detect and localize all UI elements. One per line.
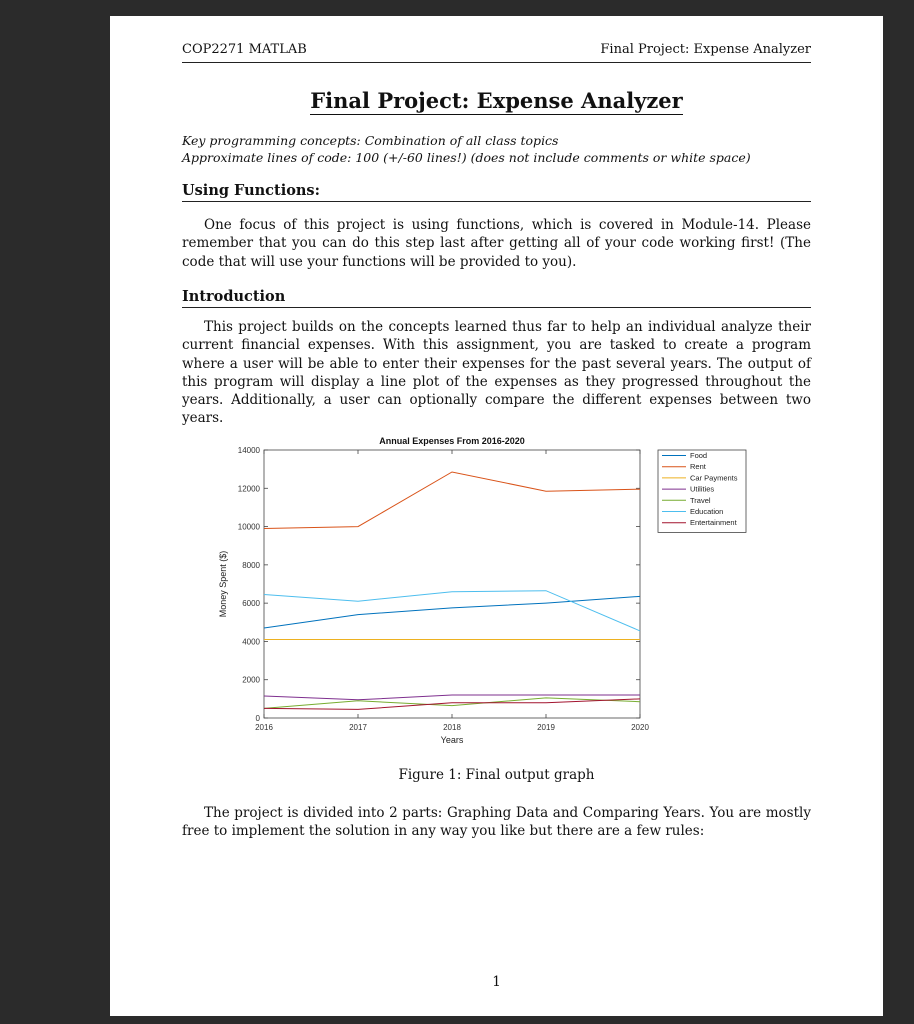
paragraph-closing: The project is divided into 2 parts: Graphing Data and Comparing Years. You are mostly free to implement the solution in any way you like but there are a few rules:	[182, 805, 811, 840]
heading-using-functions: Using Functions:	[182, 182, 811, 202]
x-axis-label: Years	[440, 735, 464, 745]
y-tick-label: 4000	[242, 637, 260, 647]
header-title: Final Project: Expense Analyzer	[600, 42, 811, 57]
y-tick-label: 12000	[237, 484, 260, 494]
y-tick-label: 8000	[242, 560, 260, 570]
project-meta	[182, 132, 811, 166]
x-tick-label: 2019	[537, 723, 555, 732]
y-tick-label: 2000	[242, 675, 260, 685]
x-tick-label: 2020	[631, 723, 649, 732]
x-tick-label: 2016	[255, 723, 273, 732]
legend-label: Car Payments	[690, 473, 738, 483]
paragraph-functions: One focus of this project is using functions, which is covered in Module-14. Please remember that you can do this step last after getting all of your code working first! (The code that will use your functions will be provided to you).	[182, 217, 811, 270]
legend-label: Utilities	[690, 484, 715, 494]
y-tick-label: 14000	[237, 446, 260, 455]
running-header	[182, 42, 811, 63]
legend-label: Education	[690, 507, 724, 516]
header-course: COP2271 MATLAB	[182, 42, 307, 57]
page-title	[110, 88, 883, 113]
y-tick-label: 10000	[237, 522, 260, 532]
paragraph-introduction: This project builds on the concepts learned thus far to help an individual analyze their current financial expenses. With this assignment, you are tasked to create a program where a user will be able to enter their expenses for the past several years. The output of this program will display a line plot of the expenses as they progressed throughout the years. Additionally, a user can optionally compare the different expenses between two years.	[182, 319, 811, 427]
figure-caption: Figure 1: Final output graph	[398, 767, 595, 783]
legend-label: Entertainment	[690, 518, 737, 528]
legend-label: Food	[690, 451, 708, 460]
legend-label: Rent	[690, 462, 706, 472]
meta-concepts: Key programming concepts: Combination of all class topics	[182, 133, 559, 148]
legend-label: Travel	[690, 495, 711, 505]
page-title-text: Final Project: Expense Analyzer	[310, 88, 683, 113]
meta-lines-of-code: Approximate lines of code: 100 (+/-60 lines!) (does not include comments or white space)	[182, 150, 751, 165]
x-tick-label: 2017	[349, 723, 367, 732]
heading-introduction: Introduction	[182, 288, 811, 308]
document-page	[110, 16, 883, 1016]
y-tick-label: 6000	[242, 599, 260, 609]
page-number: 1	[492, 974, 501, 990]
y-tick-label: 0	[255, 714, 260, 723]
chart-title: Annual Expenses From 2016-2020	[379, 436, 525, 446]
x-tick-label: 2018	[443, 723, 461, 732]
expense-chart	[202, 430, 762, 760]
y-axis-label: Money Spent ($)	[218, 550, 228, 618]
